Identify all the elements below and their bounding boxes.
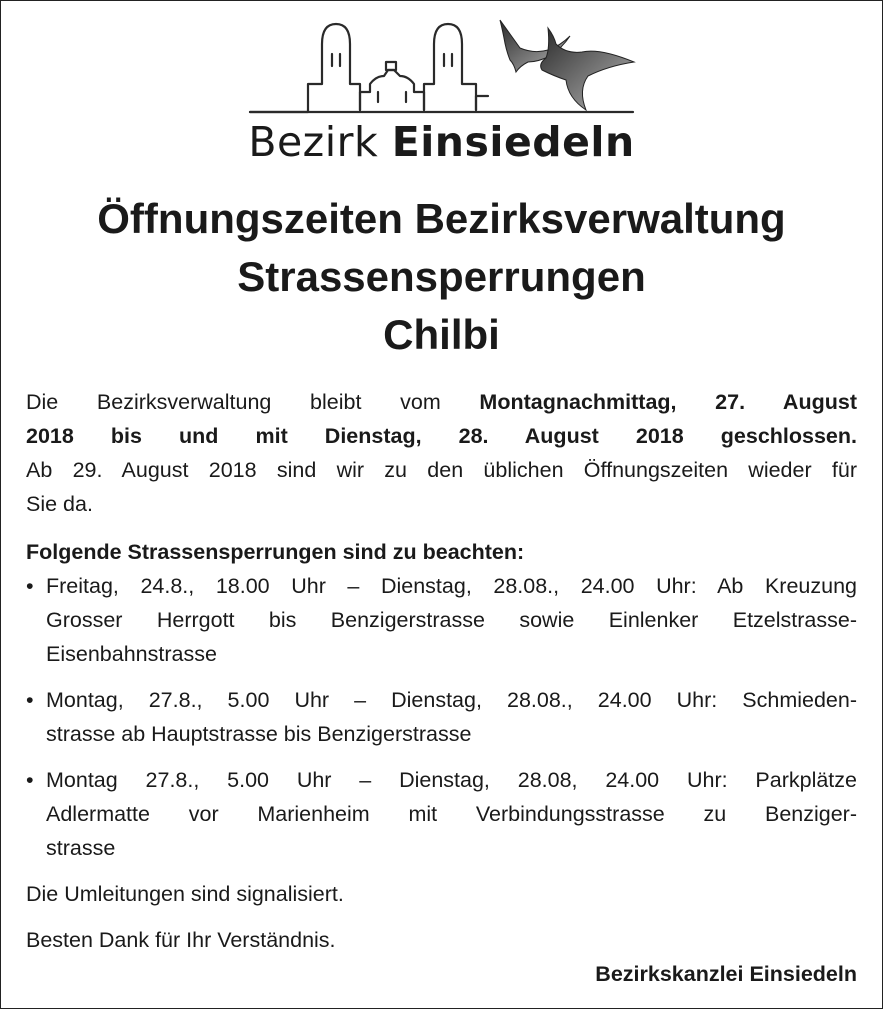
bullet-icon: • [26, 768, 34, 792]
list-item-line: Freitag, 24.8., 18.00 Uhr – Dienstag, 28.08., 24.00 Uhr: Ab Kreuzung [46, 574, 857, 598]
list-item-line: strasse ab Hauptstrasse bis Benzigerstrasse [46, 722, 472, 746]
intro-line-3: Ab 29. August 2018 sind wir zu den üblichen Öffnungszeiten wieder für [26, 458, 857, 482]
intro-line-4: Sie da. [26, 492, 93, 516]
intro-line-2 [26, 419, 857, 453]
organization-name-light: Bezirk [248, 118, 379, 166]
organization-name-bold: Einsiedeln [391, 118, 635, 166]
headline-line-2: Strassensperrungen [237, 253, 646, 300]
thanks-line: Besten Dank für Ihr Verständnis. [26, 928, 336, 952]
list-item [26, 763, 857, 865]
list-item [26, 569, 857, 671]
list-item-line: strasse [46, 836, 116, 860]
notice-body [26, 385, 857, 991]
list-item-line: Montag, 27.8., 5.00 Uhr – Dienstag, 28.08., 24.00 Uhr: Schmieden- [46, 688, 857, 712]
closures-list [26, 569, 857, 865]
detour-note: Die Umleitungen sind signalisiert. [26, 882, 344, 906]
intro-paragraph [26, 385, 857, 521]
intro-line-1 [26, 385, 857, 419]
headline [0, 190, 883, 364]
headline-line-3: Chilbi [383, 311, 500, 358]
headline-line-1: Öffnungszeiten Bezirksverwaltung [97, 195, 786, 242]
bullet-icon: • [26, 688, 34, 712]
list-item-line: Adlermatte vor Marienheim mit Verbindungsstrasse zu Benziger- [46, 802, 857, 826]
list-item-line: Grosser Herrgott bis Benzigerstrasse sowie Einlenker Etzelstrasse- [46, 608, 857, 632]
signature: Bezirkskanzlei Einsiedeln [595, 962, 857, 986]
intro-text-1: Die Bezirksverwaltung bleibt vom [26, 390, 441, 414]
closures-title: Folgende Strassensperrungen sind zu beachten: [26, 540, 525, 564]
bullet-icon: • [26, 574, 34, 598]
list-item-line: Eisenbahnstrasse [46, 642, 217, 666]
intro-bold-1: Montagnachmittag, 27. August [479, 390, 857, 414]
list-item [26, 683, 857, 751]
organization-name [0, 116, 883, 168]
monastery-and-ravens-icon [248, 14, 643, 116]
intro-bold-2: 2018 bis und mit Dienstag, 28. August 2018 geschlossen. [26, 424, 857, 448]
list-item-line: Montag 27.8., 5.00 Uhr – Dienstag, 28.08, 24.00 Uhr: Parkplätze [46, 768, 857, 792]
